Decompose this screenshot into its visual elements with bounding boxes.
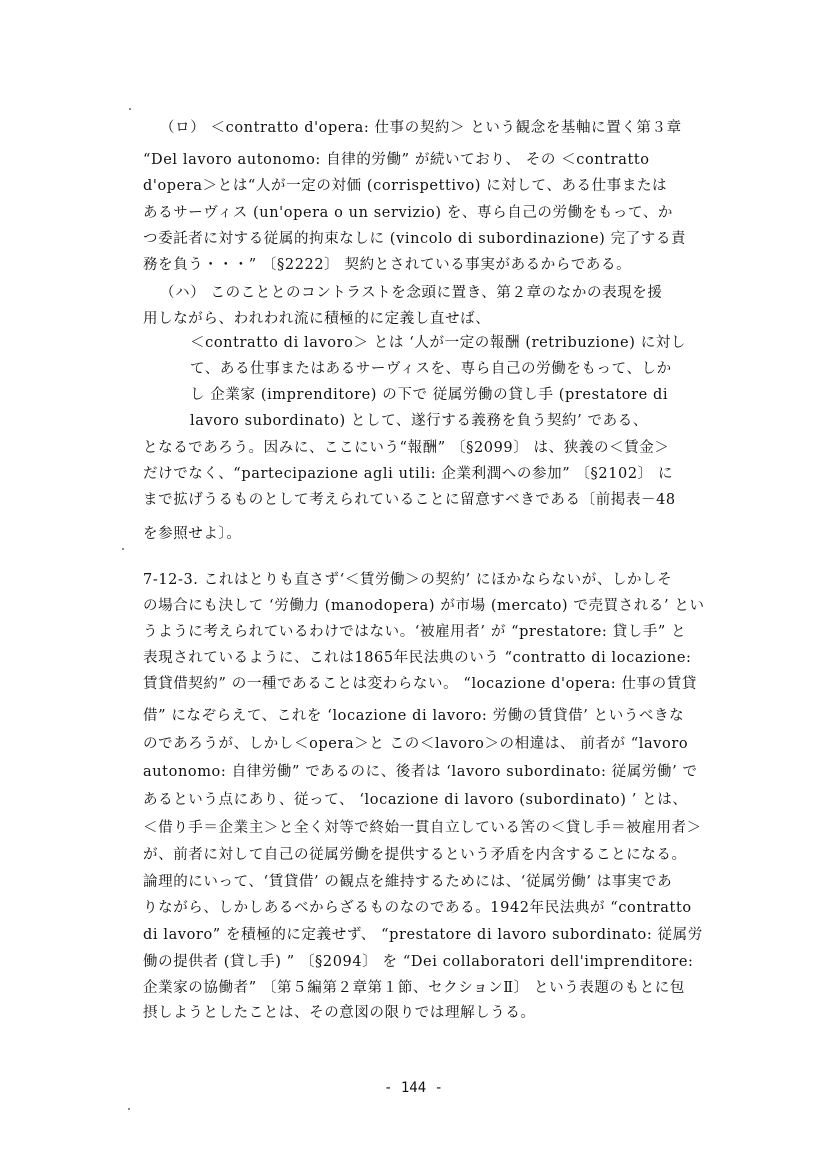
text-line: あるサーヴィス (un'opera o un servizio) を、専ら自己の労働をもって、か — [143, 205, 674, 221]
scan-speck — [129, 108, 131, 110]
paragraph-line: 論理的にいって、‘賃貸借’ の観点を維持するためには、‘従属労働’ は事実であ — [143, 874, 673, 890]
paragraph-line: のであろうが、しかし＜opera＞と この＜lavoro＞の相違は、 前者が “lavoro — [143, 736, 689, 752]
scan-speck — [122, 548, 124, 550]
text-line: を参照せよ〕。 — [143, 526, 242, 542]
page-number: - 144 - — [383, 1080, 443, 1096]
definition-line: lavoro subordinato) として、遂行する義務を負う契約’ である、 — [190, 413, 648, 429]
paragraph-line: うように考えられているわけではない。‘被雇用者’ が “prestatore: 貸し手” と — [143, 624, 687, 640]
text-line: つ委託者に対する従属的拘束なしに (vincolo di subordinazione) 完了する責 — [143, 231, 687, 247]
paragraph-line: ＜借り手＝企業主＞と全く対等で終始一貫自立している筈の＜貸し手＝被雇用者＞ — [143, 820, 702, 836]
text-line: 務を負う・・・” 〔§2222〕 契約とされている事実があるからである。 — [143, 257, 632, 273]
definition-line: て、ある仕事またはあるサーヴィスを、専ら自己の労働をもって、しか — [190, 361, 672, 377]
paragraph-line: 借” になぞらえて、これを ‘locazione di lavoro: 労働の賃貸借’ というべきな — [143, 708, 685, 724]
text-line: （ロ） ＜contratto d'opera: 仕事の契約＞ という観念を基軸に置く第３章 — [160, 120, 682, 136]
paragraph-line: 摂しようとしたことは、その意図の限りでは理解しうる。 — [143, 1005, 536, 1021]
paragraph-line: あるという点にあり、従って、 ‘locazione di lavoro (subordinato) ’ とは、 — [143, 792, 688, 808]
text-line: d'opera＞とは“人が一定の対価 (corrispettivo) に対して、ある仕事または — [143, 178, 668, 194]
paragraph-line: りながら、しかしあるべからざるものなのである。1942年民法典が “contratto — [143, 900, 692, 916]
paragraph-line: 賃貸借契約” の一種であることは変わらない。 “locazione d'opera: 仕事の賃貸 — [143, 676, 697, 692]
paragraph-line: autonomo: 自律労働” であるのに、後者は ‘lavoro subordinato: 従属労働’ で — [143, 764, 698, 780]
text-line: となるであろう。因みに、ここにいう“報酬” 〔§2099〕 は、狭義の＜賃金＞ — [143, 440, 670, 456]
paragraph-line: 7-12-3. これはとりも直さず‘＜賃労働＞の契約’ にほかならないが、しかしそ — [143, 572, 673, 588]
paragraph-line: 働の提供者 (貸し手) ” 〔§2094〕 を “Dei collaboratori dell'imprenditore: — [143, 954, 694, 970]
paragraph-line: di lavoro” を積極的に定義せず、 “prestatore di lavoro subordinato: 従属労 — [143, 927, 703, 943]
definition-line: し 企業家 (imprenditore) の下で 従属労働の貸し手 (prestatore di — [190, 387, 669, 403]
definition-line: ＜contratto di lavoro＞ とは ‘人が一定の報酬 (retribuzione) に対し — [190, 335, 686, 351]
paragraph-line: の場合にも決して ‘労働力 (manodopera) が市場 (mercato) で売買される’ とい — [143, 598, 705, 614]
text-line: （ハ） このこととのコントラストを念頭に置き、第２章のなかの表現を援 — [160, 285, 663, 301]
text-line: まで拡げうるものとして考えられていることに留意すべきである〔前掲表－48 — [143, 492, 676, 508]
paragraph-line: が、前者に対して自己の従属労働を提供するという矛盾を内含することになる。 — [143, 847, 687, 863]
scan-speck — [128, 1108, 130, 1110]
paragraph-line: 表現されているように、これは1865年民法典のいう “contratto di locazione: — [143, 650, 692, 666]
text-line: 用しながら、われわれ流に積極的に定義し直せば、 — [143, 311, 491, 327]
text-line: “Del lavoro autonomo: 自律的労働” が続いており、 その ＜contratto — [143, 152, 650, 168]
paragraph-line: 企業家の協働者” 〔第５編第２章第１節、セクションⅡ〕 という表題のもとに包 — [143, 980, 685, 996]
text-line: だけでなく、“partecipazione agli utili: 企業利潤への参加” 〔§2102〕 に — [143, 466, 674, 482]
